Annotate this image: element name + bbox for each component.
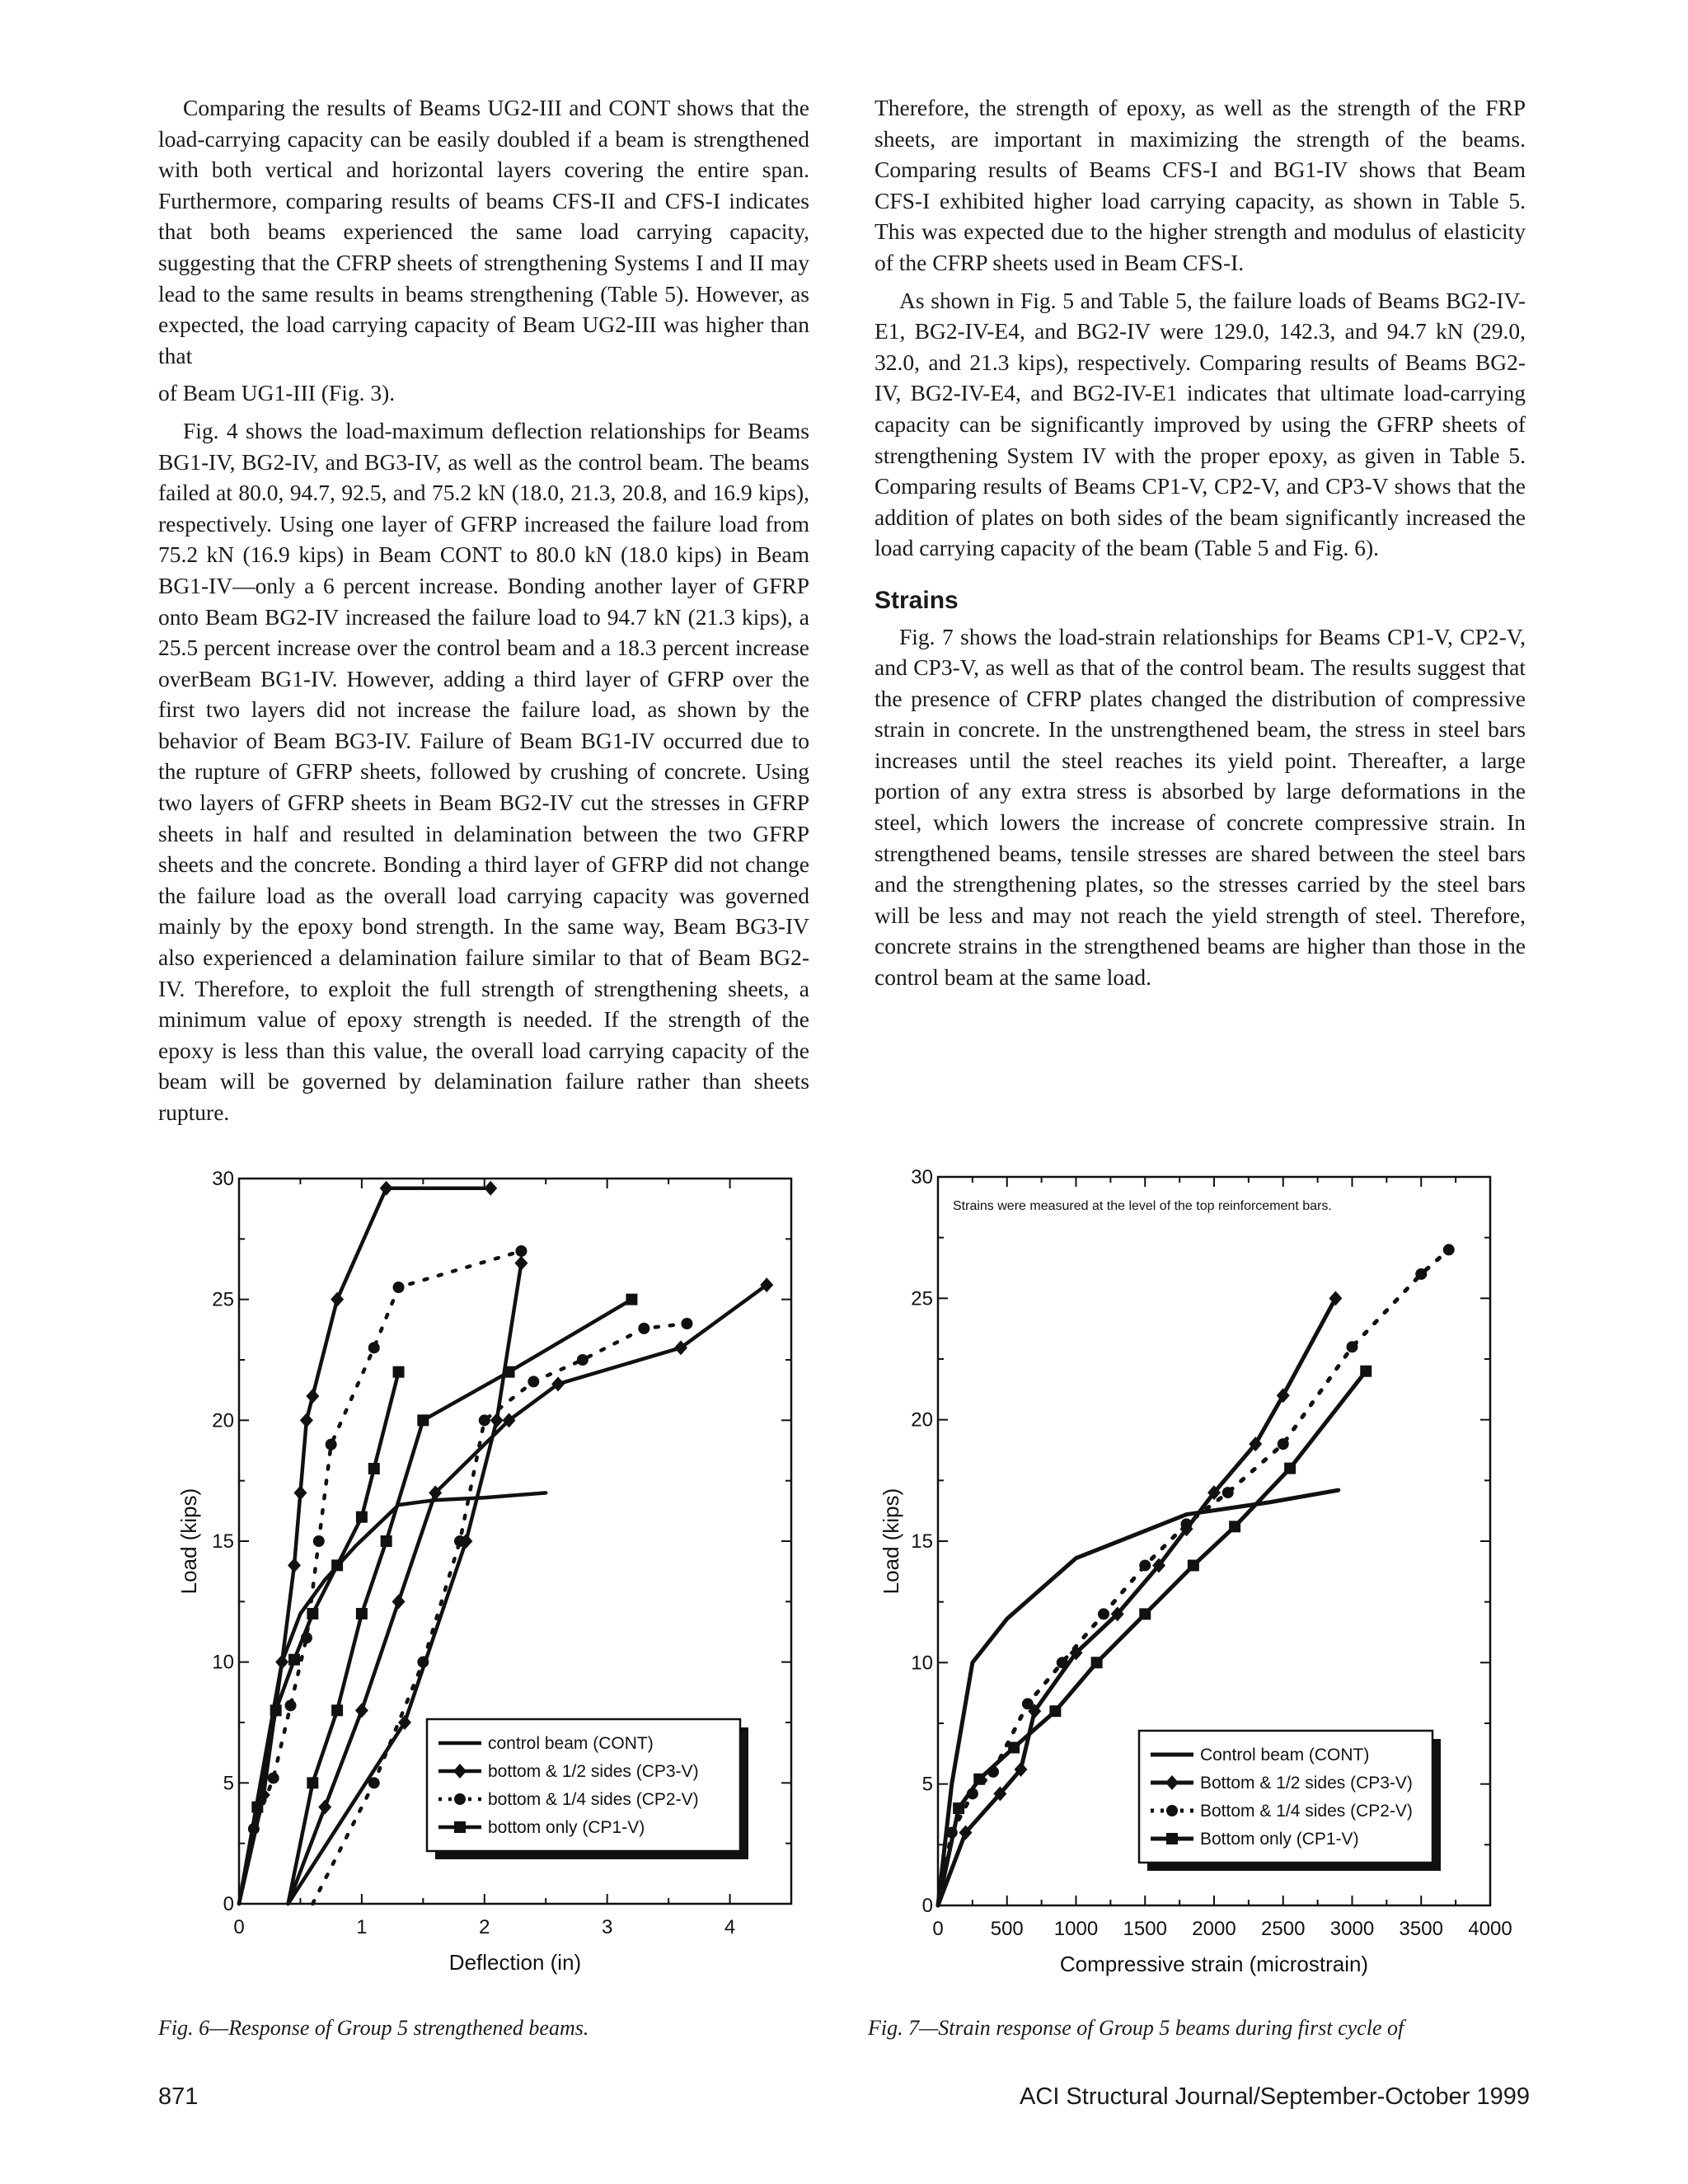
data-point — [285, 1699, 297, 1711]
legend-label: Bottom & 1/2 sides (CP3-V) — [1200, 1774, 1413, 1793]
data-point — [381, 1535, 392, 1547]
y-axis-label: Load (kips) — [879, 1488, 903, 1595]
data-point — [1188, 1559, 1199, 1571]
data-point — [380, 1181, 393, 1196]
x-tick-label: 1000 — [1053, 1918, 1099, 1940]
section-heading: Strains — [874, 586, 959, 614]
paragraph: As shown in Fig. 5 and Table 5, the failure loads of Beams BG2-IV-E1, BG2-IV-E4, and BG2-IV were 129.0, 142.3, and 94.7 kN (29.0, 32.0, and 21.3 kips), respectively. Comparing results of Beams BG2-IV, BG2-IV-E4, and BG2-IV-E1 indicates that ultimate load-carrying capacity can be significantly improved by using the GFRP sheets of strengthening System IV with the proper epoxy, as given in Table 5. Comparing results of Beams CP1-V, CP2-V, and CP3-V shows that the addition of plates on both sides of the beam significantly increased the load carrying capacity of the beam (Table 5 and Fig. 6). — [874, 287, 1526, 561]
data-point — [528, 1376, 539, 1387]
data-point — [307, 1777, 318, 1788]
data-point — [300, 1413, 313, 1427]
data-point — [368, 1342, 380, 1353]
page-number: 871 — [158, 2083, 199, 2110]
x-tick-label: 2000 — [1192, 1918, 1236, 1940]
y-axis-label: Load (kips) — [176, 1488, 201, 1595]
data-point — [1284, 1463, 1296, 1474]
legend-marker — [1166, 1833, 1178, 1844]
x-tick-label: 3 — [601, 1916, 613, 1938]
legend-label: control beam (CONT) — [488, 1734, 654, 1753]
data-point — [681, 1318, 692, 1329]
figure-6-chart — [165, 1162, 816, 1994]
data-point — [331, 1559, 343, 1571]
data-point — [313, 1535, 325, 1547]
data-point — [1181, 1518, 1193, 1530]
data-point — [1091, 1657, 1103, 1668]
x-axis-label: Compressive strain (microstrain) — [1059, 1952, 1369, 1976]
data-point — [392, 1594, 406, 1609]
data-point — [355, 1703, 368, 1718]
y-tick-label: 30 — [911, 1166, 933, 1188]
data-point — [1360, 1366, 1372, 1377]
paragraph: Therefore, the strength of epoxy, as well as the strength of the FRP sheets, are important in maximizing the strength of the beams. Comparing results of Beams CFS-I and BG1-IV shows that Beam CFS-I exhibited higher load carrying capacity, as shown in Table 5. This was expected due to the higher strength and modulus of elasticity of the CFRP sheets used in Beam CFS-I. — [874, 95, 1526, 275]
legend-marker — [454, 1793, 466, 1805]
data-point — [1443, 1244, 1455, 1255]
legend-label: bottom & 1/4 sides (CP2-V) — [488, 1790, 699, 1809]
x-tick-label: 0 — [233, 1916, 245, 1938]
legend-label: bottom & 1/2 sides (CP3-V) — [488, 1762, 699, 1781]
data-point — [1347, 1341, 1358, 1352]
y-tick-label: 15 — [911, 1530, 933, 1553]
data-point — [484, 1181, 497, 1196]
y-tick-label: 10 — [212, 1651, 234, 1674]
x-tick-label: 3000 — [1329, 1918, 1375, 1940]
data-point — [953, 1802, 964, 1814]
data-point — [479, 1414, 490, 1426]
data-point — [417, 1414, 429, 1426]
data-point — [331, 1292, 344, 1307]
legend-marker — [1166, 1805, 1178, 1816]
data-point — [626, 1294, 637, 1305]
y-tick-label: 20 — [212, 1409, 234, 1432]
chart-legend — [427, 1719, 748, 1859]
data-point — [368, 1463, 380, 1474]
x-tick-label: 4 — [724, 1916, 736, 1938]
x-tick-label: 1 — [356, 1916, 368, 1938]
data-point — [1229, 1521, 1240, 1532]
data-point — [306, 1389, 319, 1404]
data-point — [577, 1354, 588, 1366]
data-point — [331, 1704, 343, 1716]
y-tick-label: 10 — [911, 1652, 933, 1675]
data-point — [1222, 1487, 1234, 1498]
data-point — [1139, 1608, 1151, 1619]
x-tick-label: 2 — [479, 1916, 490, 1938]
data-point — [1022, 1698, 1034, 1709]
data-point — [1049, 1705, 1061, 1717]
data-point — [251, 1802, 263, 1813]
legend-label: Control beam (CONT) — [1200, 1746, 1370, 1765]
data-point — [393, 1282, 405, 1293]
legend-label: Bottom & 1/4 sides (CP2-V) — [1200, 1802, 1413, 1821]
data-point — [288, 1654, 300, 1666]
legend-marker — [454, 1821, 466, 1833]
chart-legend — [1139, 1731, 1441, 1871]
x-tick-label: 0 — [932, 1918, 944, 1940]
y-tick-label: 0 — [921, 1895, 933, 1917]
figure-7-caption: Fig. 7—Strain response of Group 5 beams during first cycle of — [868, 2016, 1404, 2040]
data-point — [326, 1439, 337, 1451]
paragraph: of Beam UG1-III (Fig. 3). — [158, 380, 396, 406]
data-point — [268, 1772, 279, 1783]
legend-label: Bottom only (CP1-V) — [1200, 1830, 1359, 1849]
y-tick-label: 25 — [911, 1287, 933, 1310]
y-tick-label: 15 — [212, 1530, 234, 1553]
x-tick-label: 4000 — [1468, 1918, 1512, 1940]
data-point — [318, 1800, 331, 1815]
paragraph: Fig. 7 shows the load-strain relationships for Beams CP1-V, CP2-V, and CP3-V, as well as that of the control beam. The results suggest that the presence of CFRP plates changed the distribution of compressive strain in concrete. In the unstrengthened beam, the stress in steel bars increases until the steel reaches its yield point. Thereafter, a large portion of any extra stress is absorbed by large deformations in the steel, which lowers the increase of concrete compressive strain. In strengthened beams, tensile stresses are shared between the steel bars and the strengthening plates, so the stresses carried by the steel bars will be less and may not reach the yield strength of steel. Therefore, concrete strains in the strengthened beams are higher than those in the control beam at the same load. — [874, 623, 1526, 991]
data-point — [356, 1608, 368, 1619]
x-tick-label: 1500 — [1123, 1918, 1167, 1940]
data-point — [393, 1366, 405, 1378]
data-point — [288, 1558, 301, 1572]
x-tick-label: 500 — [990, 1918, 1024, 1940]
data-point — [1057, 1657, 1068, 1668]
y-tick-label: 5 — [921, 1773, 933, 1796]
data-point — [1008, 1741, 1020, 1753]
x-tick-label: 2500 — [1261, 1918, 1306, 1940]
data-point — [270, 1704, 282, 1716]
y-tick-label: 30 — [212, 1168, 234, 1190]
data-point — [1098, 1608, 1109, 1619]
paragraph: Fig. 4 shows the load-maximum deflection relationships for Beams BG1-IV, BG2-IV, and BG3-IV, as well as the control beam. The beams failed at 80.0, 94.7, 92.5, and 75.2 kN (18.0, 21.3, 20.8, and 16.9 kips), respectively. Using one layer of GFRP increased the failure load from 75.2 kN (16.9 kips) in Beam CONT to 80.0 kN (18.0 kips) in Beam BG1-IV—only a 6 percent increase. Bonding another layer of GFRP onto Beam BG2-IV increased the failure load to 94.7 kN (21.3 kips), a 25.5 percent increase over the control beam and a 18.3 percent increase overBeam BG1-IV. However, adding a third layer of GFRP over the first two layers did not increase the failure load, as shown by the behavior of Beam BG3-IV. Failure of Beam BG1-IV occurred due to the rupture of GFRP sheets, followed by crushing of concrete. Using two layers of GFRP sheets in Beam BG2-IV cut the stresses in GFRP sheets in half and resulted in delamination between the two GFRP sheets and the concrete. Bonding a third layer of GFRP did not change the failure load as the overall load carrying capacity was governed mainly by the epoxy bond strength. In the same way, Beam BG3-IV also experienced a delamination failure similar to that of Beam BG2-IV. Therefore, to exploit the full strength of strengthening sheets, a minimum value of epoxy strength is needed. If the strength of the epoxy is less than this value, the overall load carrying capacity of the beam will be governed by delamination failure rather than sheets rupture. — [158, 417, 809, 1125]
figure-6-caption: Fig. 6—Response of Group 5 strengthened beams. — [158, 2016, 589, 2040]
journal-name: ACI Structural Journal/September-October 1999 — [1020, 2083, 1530, 2110]
data-point — [514, 1256, 528, 1271]
right-text-column — [874, 92, 1526, 1000]
chart-annotation: Strains were measured at the level of the top reinforcement bars. — [953, 1199, 1332, 1213]
y-tick-label: 25 — [212, 1288, 234, 1311]
y-tick-label: 20 — [911, 1408, 933, 1432]
left-text-column — [158, 92, 809, 1135]
legend-label: bottom only (CP1-V) — [488, 1818, 645, 1837]
x-tick-label: 3500 — [1399, 1918, 1443, 1940]
data-point — [293, 1485, 307, 1500]
x-axis-label: Deflection (in) — [448, 1950, 582, 1975]
data-point — [275, 1655, 288, 1670]
data-point — [1278, 1438, 1289, 1450]
data-point — [638, 1323, 649, 1334]
data-point — [515, 1245, 527, 1257]
data-point — [356, 1511, 368, 1523]
figure-7-chart — [874, 1162, 1525, 1994]
data-point — [307, 1608, 318, 1619]
data-point — [1139, 1559, 1151, 1571]
data-point — [1415, 1268, 1427, 1280]
y-tick-label: 0 — [223, 1893, 234, 1915]
y-tick-label: 5 — [223, 1772, 234, 1795]
paragraph: Comparing the results of Beams UG2-III and CONT shows that the load-carrying capacity can be easily doubled if a beam is strengthened with both vertical and horizontal layers covering the entire span. Furthermore, comparing results of beams CFS-II and CFS-I indicates that both beams experienced the same load carrying capacity, suggesting that the CFRP sheets of strengthening Systems I and II may lead to the same results in beams strengthening (Table 5). However, as expected, the load carrying capacity of Beam UG2-III was higher than that — [158, 95, 809, 368]
data-point — [973, 1774, 985, 1785]
